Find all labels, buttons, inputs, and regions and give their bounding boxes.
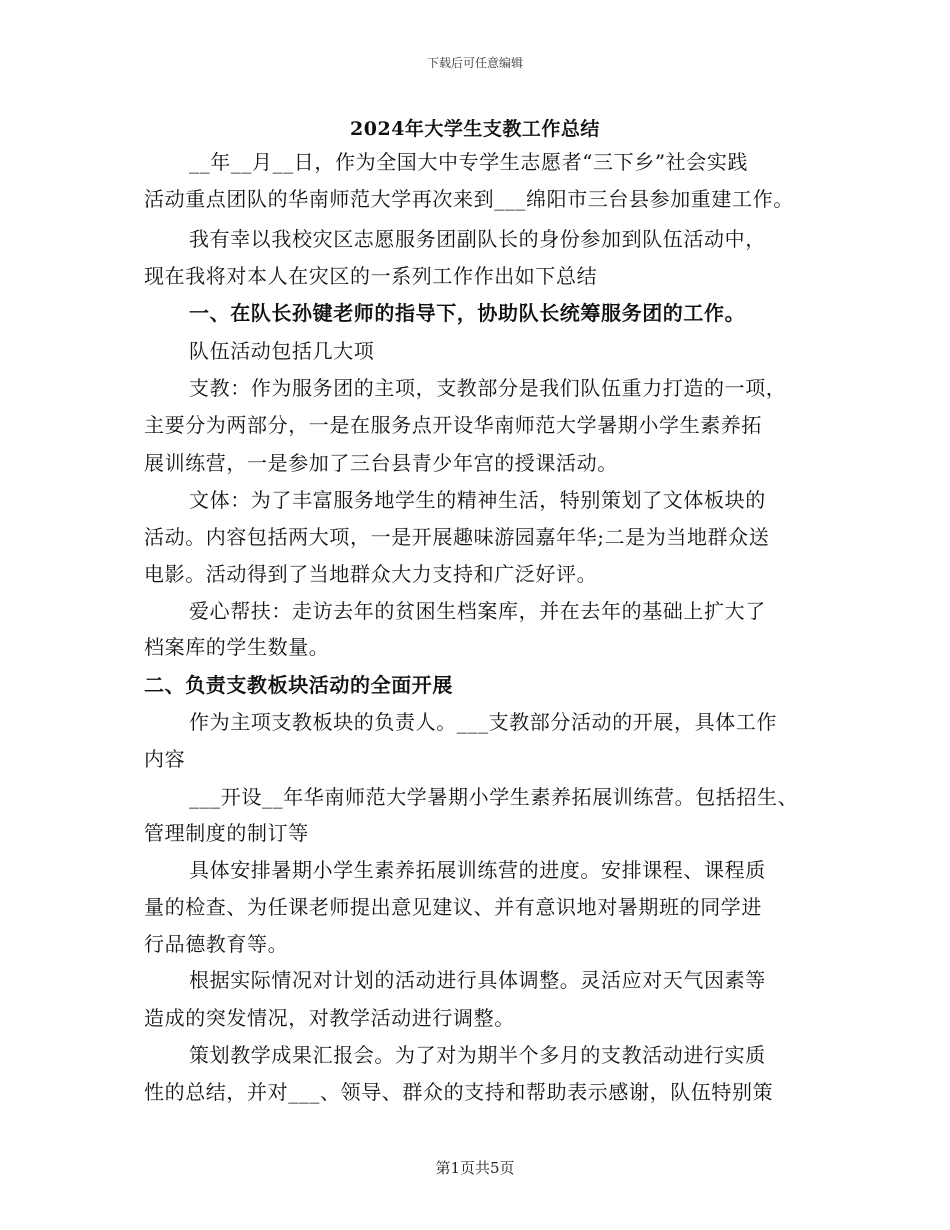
- paragraph-line: 管理制度的制订等: [144, 821, 309, 845]
- paragraph-line: 内容: [144, 747, 186, 771]
- section-heading: 一、在队长孙键老师的指导下，协助队长统筹服务团的工作。: [189, 301, 746, 325]
- paragraph-line: 量的检查、为任课老师提出意见建议、并有意识地对暑期班的同学进: [144, 895, 762, 919]
- paragraph-line: 主要分为两部分，一是在服务点开设华南师范大学暑期小学生素养拓: [144, 413, 762, 437]
- paragraph-line: 性的总结，并对___、领导、群众的支持和帮助表示感谢，队伍特别策: [144, 1080, 774, 1104]
- header-note: 下载后可任意编辑: [426, 56, 523, 70]
- paragraph-line: 展训练营，一是参加了三台县青少年宫的授课活动。: [144, 451, 618, 475]
- paragraph-line: 根据实际情况对计划的活动进行具体调整。灵活应对天气因素等: [189, 968, 766, 992]
- section-heading: 二、负责支教板块活动的全面开展: [144, 673, 453, 697]
- paragraph-line: 档案库的学生数量。: [144, 635, 330, 659]
- paragraph-line: 爱心帮扶：走访去年的贫困生档案库，并在去年的基础上扩大了: [189, 599, 766, 623]
- paragraph-line: ___开设__年华南师范大学暑期小学生素养拓展训练营。包括招生、: [189, 785, 799, 809]
- paragraph-line: 现在我将对本人在灾区的一系列工作作出如下总结: [144, 264, 598, 288]
- paragraph-line: 活动。内容包括两大项，一是开展趣味游园嘉年华;二是为当地群众送: [144, 525, 770, 549]
- paragraph-line: 支教：作为服务团的主项，支教部分是我们队伍重力打造的一项，: [189, 376, 787, 400]
- paragraph-line: 队伍活动包括几大项: [189, 339, 375, 363]
- paragraph-line: 具体安排暑期小学生素养拓展训练营的进度。安排课程、课程质: [189, 858, 766, 882]
- paragraph-line: 作为主项支教板块的负责人。___支教部分活动的开展，具体工作: [189, 710, 777, 734]
- paragraph-line: 我有幸以我校灾区志愿服务团副队长的身份参加到队伍活动中，: [189, 227, 766, 251]
- paragraph-line: 行品德教育等。: [144, 932, 289, 956]
- document-title: 2024年大学生支教工作总结: [350, 118, 600, 140]
- page-footer: 第1页共5页: [435, 1159, 515, 1177]
- paragraph-line: 文体：为了丰富服务地学生的精神生活，特别策划了文体板块的: [189, 488, 766, 512]
- paragraph-line: 造成的突发情况，对教学活动进行调整。: [144, 1006, 515, 1030]
- paragraph-line: __年__月__日，作为全国大中专学生志愿者“三下乡”社会实践: [189, 150, 749, 174]
- paragraph-line: 电影。活动得到了当地群众大力支持和广泛好评。: [144, 562, 598, 586]
- paragraph-line: 活动重点团队的华南师范大学再次来到___绵阳市三台县参加重建工作。: [144, 187, 794, 211]
- paragraph-line: 策划教学成果汇报会。为了对为期半个多月的支教活动进行实质: [189, 1043, 766, 1067]
